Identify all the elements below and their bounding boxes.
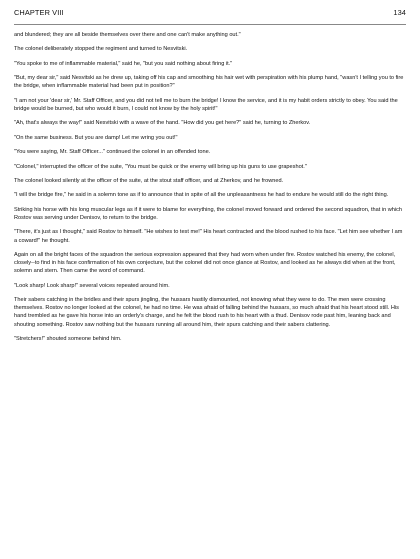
page-header: [14, 8, 406, 21]
paragraph: "There, it's just as I thought," said Rostov to himself. "He wishes to test me!" His heart contracted and the blood rushed to his face. "Let him see whether I am a coward!" he thought.: [14, 229, 403, 244]
paragraph: "You were saying, Mr. Staff Officer..." continued the colonel in an offended tone.: [14, 149, 211, 156]
paragraph: "You spoke to me of inflammable material," said he, "but you said nothing about firing it.": [14, 60, 233, 67]
paragraph: "Ah, that's always the way!" said Nesvitski with a wave of the hand. "How did you get here?" said he, turning to Zherkov.: [14, 120, 311, 127]
page-body: [14, 31, 406, 343]
paragraph: and blundered; they are all beside themselves over there and one can't make anything out.": [14, 32, 241, 38]
paragraph: The colonel deliberately stopped the regiment and turned to Nesvitski.: [14, 46, 188, 53]
page-number: 134: [393, 8, 406, 17]
paragraph: The colonel looked silently at the officer of the suite, at the stout staff officer, and at Zherkov, and he frowned.: [14, 177, 284, 184]
paragraph: Striking his horse with his long muscular legs as if it were to blame for everything, the colonel moved forward and ordered the second squadron, that in which Rostov was serving under Denisov, to return to the bridge.: [14, 206, 403, 221]
paragraph: "Colonel," interrupted the officer of the suite, "You must be quick or the enemy will bring up his guns to use grapeshot.": [14, 163, 307, 170]
paragraph: "I am not your 'dear sir,' Mr. Staff Officer, and you did not tell me to burn the bridge! I know the service, and it is my habit orders strictly to obey. You said the bridge would be burned, but who would it burn, I could not know by the holy spirit!": [14, 97, 398, 112]
paragraph: Again on all the bright faces of the squadron the serious expression appeared that they had worn when under fire. Rostov watched his enemy, the colonel, closely--to find in his face confirmation of his own conjecture, but the colonel did not once glance at Rostov, and looked as he always did when at the front, solemn and stern. Then came the word of command.: [14, 251, 396, 275]
paragraph: "I will the bridge fire," he said in a solemn tone as if to announce that in spite of all the unpleasantness he had to endure he would still do the right thing.: [14, 192, 389, 199]
chapter-title: CHAPTER VIII: [14, 8, 64, 17]
paragraph: "Stretchers!" shouted someone behind him.: [14, 336, 122, 343]
paragraph: Their sabers catching in the bridles and their spurs jingling, the hussars hastily dismounted, not knowing what they were to do. The men were crossing themselves. Rostov no longer looked at the colonel, he had no time. He was afraid of falling behind the hussars, so much afraid that his heart stood still. His hand trembled as he gave his horse into an orderly's charge, and he felt the blood rush to his heart with a thud. Denisov rode past him, leaning back and shouting something. Rostov saw nothing but the hussars running all around him, their spurs catching and their sabers clattering.: [14, 297, 399, 328]
paragraph: "Look sharp! Look sharp!" several voices repeated around him.: [14, 282, 170, 289]
paragraph: "But, my dear sir," said Nesvitski as he drew up, taking off his cap and smoothing his hair wet with perspiration with his plump hand, "wasn't I telling you to fire the bridge, when inflammable material had been put in position?": [14, 75, 404, 90]
paragraph: "On the same business. But you are damp! Let me wring you out!": [14, 134, 178, 141]
header-divider: [14, 24, 406, 25]
